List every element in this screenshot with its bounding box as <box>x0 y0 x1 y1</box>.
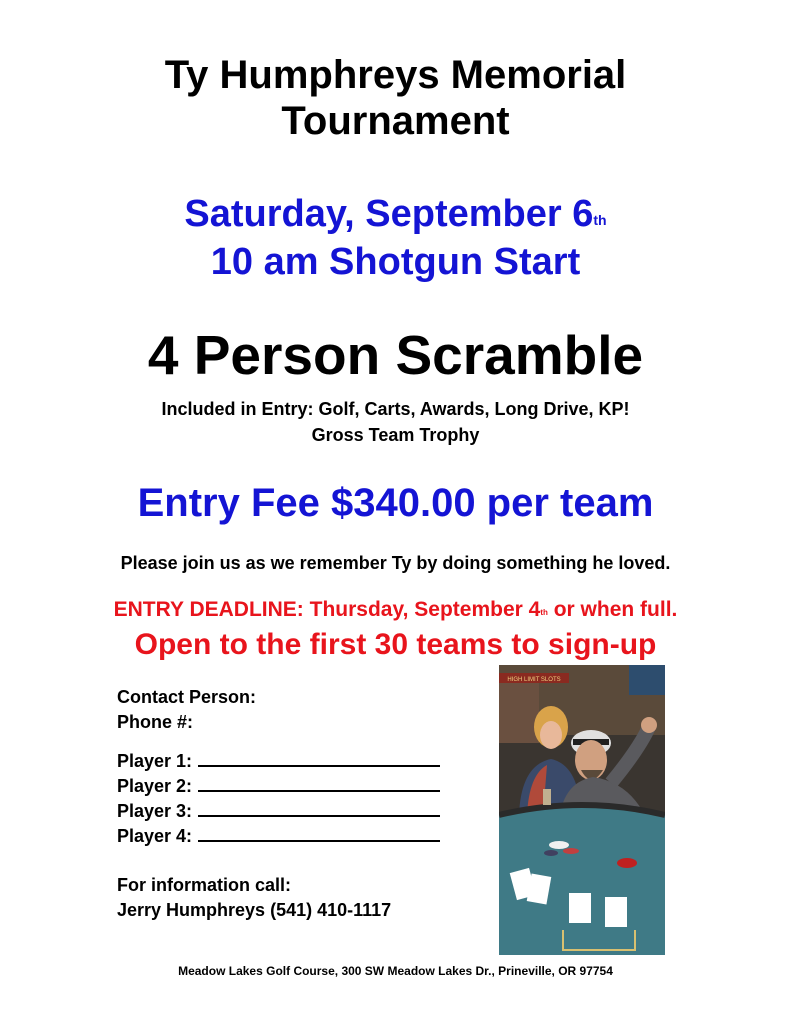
player-2-row <box>117 774 487 799</box>
photo-sign-text: HIGH LIMIT SLOTS <box>507 677 561 683</box>
player-3-row <box>117 799 487 824</box>
player-4-blank[interactable] <box>198 826 440 842</box>
info-label: For information call: <box>117 875 292 895</box>
info-contact: Jerry Humphreys (541) 410-1117 <box>117 900 392 920</box>
memorial-photo <box>499 665 665 955</box>
start-time: 10 am Shotgun Start <box>210 241 581 283</box>
venue-address: Meadow Lakes Golf Course, 300 SW Meadow Lakes Dr., Prineville, OR 97754 <box>178 964 613 978</box>
tournament-title <box>0 52 791 144</box>
contact-person-label: Contact Person: <box>117 687 257 707</box>
player-2-label: Player 2: <box>117 776 193 796</box>
entry-deadline <box>0 596 791 624</box>
inclusions <box>0 396 791 448</box>
event-format: 4 Person Scramble <box>147 324 644 386</box>
player-1-row <box>117 749 487 774</box>
deadline-pre: ENTRY DEADLINE: Thursday, September 4 <box>113 598 541 621</box>
title-line-2: Tournament <box>281 99 510 143</box>
deadline-suffix: th <box>540 608 548 617</box>
player-2-blank[interactable] <box>198 776 440 792</box>
event-date <box>0 190 791 238</box>
player-1-label: Player 1: <box>117 751 193 771</box>
entry-fee: Entry Fee $340.00 per team <box>137 481 654 525</box>
inclusions-line-2: Gross Team Trophy <box>311 425 480 445</box>
player-1-blank[interactable] <box>198 751 440 767</box>
player-4-label: Player 4: <box>117 826 193 846</box>
player-4-row <box>117 824 487 849</box>
inclusions-line-1: Included in Entry: Golf, Carts, Awards, Long Drive, KP! <box>161 399 630 419</box>
invite-text: Please join us as we remember Ty by doing something he loved. <box>120 553 671 573</box>
open-to-teams: Open to the first 30 teams to sign-up <box>134 628 657 661</box>
deadline-post: or when full. <box>547 598 678 621</box>
phone-label: Phone #: <box>117 712 194 732</box>
event-date-main: Saturday, September 6 <box>184 193 594 235</box>
player-3-blank[interactable] <box>198 801 440 817</box>
registration-form <box>117 685 487 923</box>
event-date-suffix: th <box>593 212 607 228</box>
title-line-1: Ty Humphreys Memorial <box>164 53 627 97</box>
player-3-label: Player 3: <box>117 801 193 821</box>
event-date-block <box>0 190 791 286</box>
